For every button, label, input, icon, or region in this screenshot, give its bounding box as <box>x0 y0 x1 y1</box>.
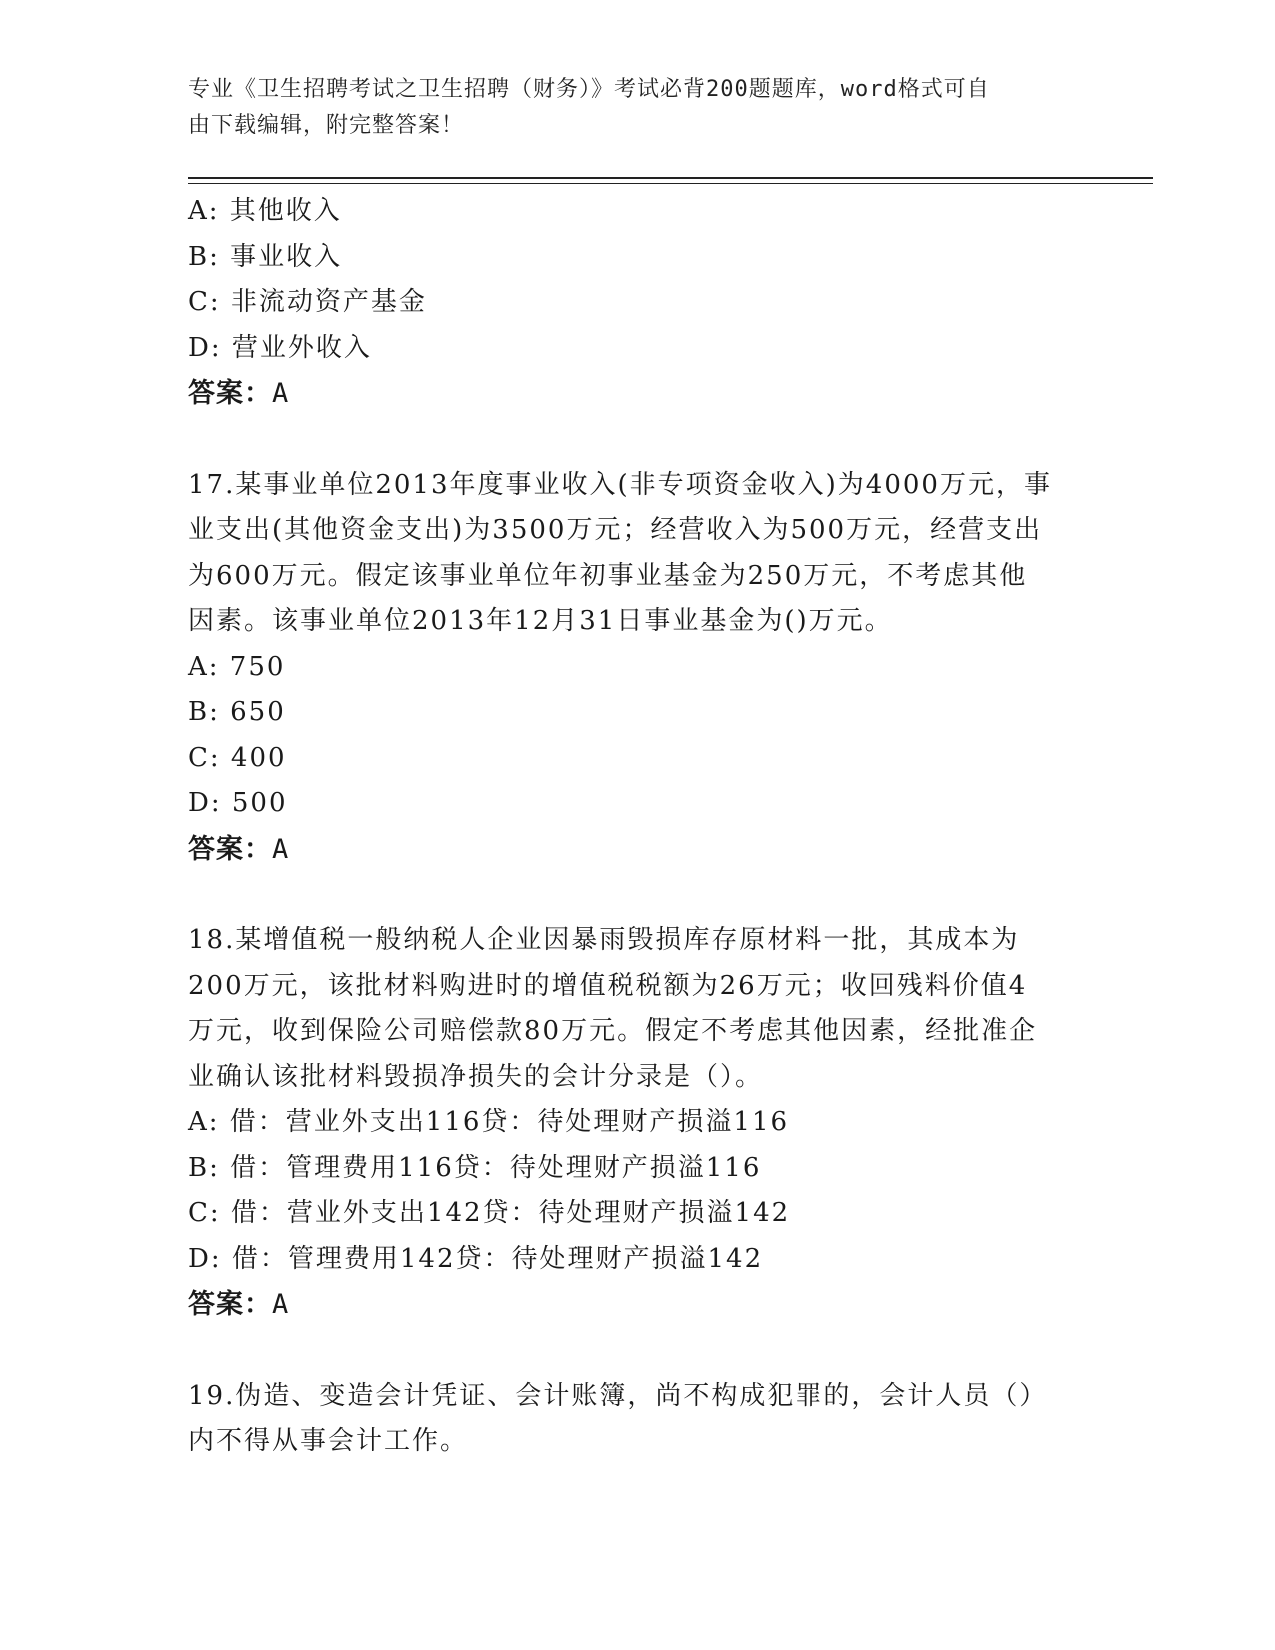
question-stem-line: 万元，收到保险公司赔偿款80万元。假定不考虑其他因素，经批准企 <box>188 1016 1038 1046</box>
question-18 <box>188 918 1088 1328</box>
option-d: D: 借：管理费用142贷：待处理财产损溢142 <box>188 1243 764 1274</box>
question-stem-line: 为600万元。假定该事业单位年初事业基金为250万元，不考虑其他 <box>188 560 1028 591</box>
question-gap <box>188 417 1088 463</box>
answer-value: A <box>272 1289 290 1320</box>
option-c: C: 借：营业外支出142贷：待处理财产损溢142 <box>188 1198 791 1228</box>
answer-line <box>188 827 1088 873</box>
header-line-1: 专业《卫生招聘考试之卫生招聘（财务）》考试必背200题题库，word格式可自 <box>188 77 990 102</box>
option-b: B: 借：管理费用116贷：待处理财产损溢116 <box>188 1152 762 1183</box>
option-b: B: 650 <box>188 697 286 727</box>
answer-label: 答案： <box>188 1289 272 1320</box>
option-a: A: 借：营业外支出116贷：待处理财产损溢116 <box>188 1107 790 1137</box>
question-stem-line: 18.某增值税一般纳税人企业因暴雨毁损库存原材料一批，其成本为 <box>188 925 1020 955</box>
question-gap <box>188 872 1088 918</box>
option-c: C: 400 <box>188 742 287 773</box>
question-gap <box>188 1328 1088 1374</box>
question-stem-line: 200万元，该批材料购进时的增值税税额为26万元；收回残料价值4 <box>188 970 1028 1001</box>
question-stem-line: 业确认该批材料毁损净损失的会计分录是（）。 <box>188 1061 764 1092</box>
document-header <box>188 72 1068 144</box>
option-d: D: 500 <box>188 788 288 818</box>
answer-line <box>188 1282 1088 1328</box>
option-d: D: 营业外收入 <box>188 332 372 363</box>
option-c: C: 非流动资产基金 <box>188 287 427 317</box>
question-stem-line: 17.某事业单位2013年度事业收入(非专项资金收入)为4000万元，事 <box>188 469 1052 500</box>
header-rule-thin <box>188 183 1153 184</box>
question-content <box>188 189 1088 1465</box>
question-17 <box>188 463 1088 873</box>
header-rule-thick <box>188 177 1153 179</box>
question-16-tail <box>188 189 1088 417</box>
option-b: B: 事业收入 <box>188 241 343 272</box>
answer-label: 答案： <box>188 378 272 409</box>
option-a: A: 其他收入 <box>188 196 342 226</box>
question-19 <box>188 1374 1088 1465</box>
question-stem-line: 内不得从事会计工作。 <box>188 1426 469 1456</box>
option-a: A: 750 <box>188 651 286 682</box>
header-line-2: 由下载编辑，附完整答案！ <box>188 113 465 138</box>
answer-line <box>188 371 1088 417</box>
answer-value: A <box>272 833 290 865</box>
answer-value: A <box>272 378 290 409</box>
question-stem-line: 业支出(其他资金支出)为3500万元；经营收入为500万元，经营支出 <box>188 515 1043 545</box>
question-stem-line: 19.伪造、变造会计凭证、会计账簿，尚不构成犯罪的，会计人员（） <box>188 1380 1048 1411</box>
question-stem-line: 因素。该事业单位2013年12月31日事业基金为()万元。 <box>188 606 893 636</box>
answer-label: 答案： <box>188 833 272 865</box>
